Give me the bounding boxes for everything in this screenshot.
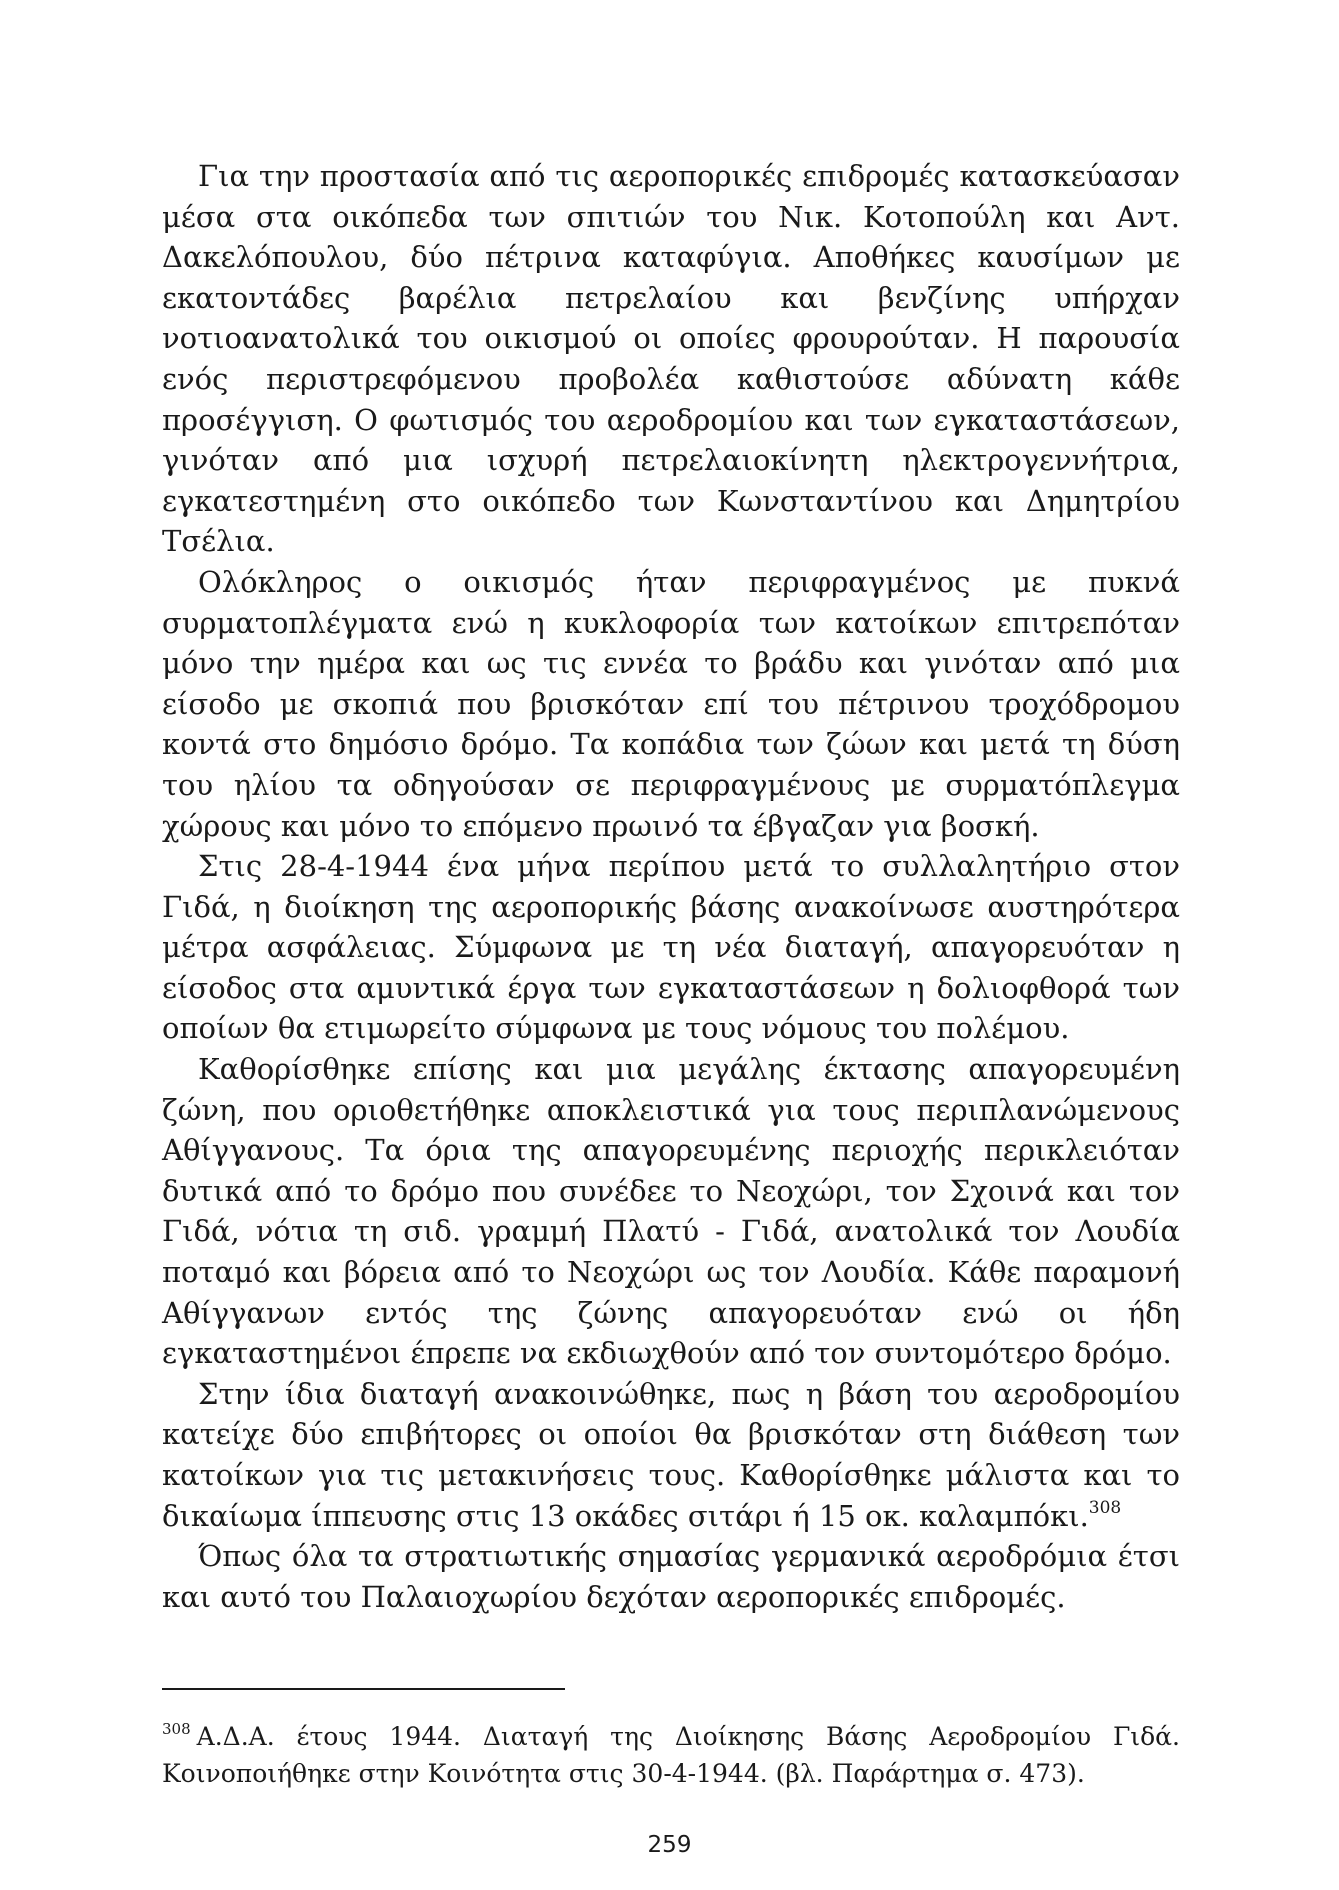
paragraph-4: Καθορίσθηκε επίσης και μια μεγάλης έκτασης απαγορευμένη ζώνη, που οριοθετήθηκε αποκλειστικά για τους περιπλανώμενους Αθίγγανους. Τα όρια της απαγορευμένης περιοχής περικλειόταν δυτικά από το δρόμο που συνέδεε το Νεοχώρι, τον Σχοινά και τον Γιδά, νότια τη σιδ. γραμμή Πλατύ - Γιδά, ανατολικά τον Λουδία ποταμό και βόρεια από το Νεοχώρι ως τον Λουδία. Κάθε παραμονή Αθίγγανων εντός της ζώνης απαγορευόταν ενώ οι ήδη εγκαταστημένοι έπρεπε να εκδιωχθούν από τον συντομότερο δρόμο. (162, 1052, 1180, 1371)
paragraph-1: Για την προστασία από τις αεροπορικές επιδρομές κατασκεύασαν μέσα στα οικόπεδα των σπιτιών του Νικ. Κοτοπούλη και Αντ. Δακελόπουλου, δύο πέτρινα καταφύγια. Αποθήκες καυσίμων με εκατοντάδες βαρέλια πετρελαίου και βενζίνης υπήρχαν νοτιοανατολικά του οικισμού οι οποίες φρουρούταν. Η παρουσία ενός περιστρεφόμενου προβολέα καθιστούσε αδύνατη κάθε προσέγγιση. Ο φωτισμός του αεροδρομίου και των εγκαταστάσεων, γινόταν από μια ισχυρή πετρελαιοκίνητη ηλεκτρογεννήτρια, εγκατεστημένη στο οικόπεδο των Κωνσταντίνου και Δημητρίου Τσέλια. (162, 159, 1180, 559)
footnote-number: 308 (162, 1720, 191, 1738)
paragraph-6: Όπως όλα τα στρατιωτικής σημασίας γερμανικά αεροδρόμια έτσι και αυτό του Παλαιοχωρίου δεχόταν αεροπορικές επιδρομές. (162, 1539, 1180, 1614)
page-number: 259 (647, 1832, 692, 1858)
body-text (162, 156, 1180, 1617)
footnote-divider (162, 1688, 565, 1690)
paragraph-5 (162, 1374, 1180, 1536)
footnote (162, 1718, 1180, 1792)
paragraph-3: Στις 28-4-1944 ένα μήνα περίπου μετά το συλλαλητήριο στον Γιδά, η διοίκηση της αεροπορικής βάσης ανακοίνωσε αυστηρότερα μέτρα ασφάλειας. Σύμφωνα με τη νέα διαταγή, απαγορευόταν η είσοδος στα αμυντικά έργα των εγκαταστάσεων η δολιοφθορά των οποίων θα ετιμωρείτο σύμφωνα με τους νόμους του πολέμου. (162, 849, 1180, 1046)
paragraph-5-text: Στην ίδια διαταγή ανακοινώθηκε, πως η βάση του αεροδρομίου κατείχε δύο επιβήτορες οι οποίοι θα βρισκόταν στη διάθεση των κατοίκων για τις μετακινήσεις τους. Καθορίσθηκε μάλιστα και το δικαίωμα ίππευσης στις 13 οκάδες σιτάρι ή 15 οκ. καλαμπόκι. (162, 1376, 1180, 1533)
footnote-text: Α.Δ.Α. έτους 1944. Διαταγή της Διοίκησης Βάσης Αεροδρομίου Γιδά. Κοινοποιήθηκε στην Κοινότητα στις 30-4-1944. (βλ. Παράρτημα σ. 473). (162, 1722, 1180, 1788)
footnote-reference[interactable]: 308 (1088, 1497, 1122, 1518)
paragraph-2: Ολόκληρος ο οικισμός ήταν περιφραγμένος με πυκνά συρματοπλέγματα ενώ η κυκλοφορία των κατοίκων επιτρεπόταν μόνο την ημέρα και ως τις εννέα το βράδυ και γινόταν από μια είσοδο με σκοπιά που βρισκόταν επί του πέτρινου τροχόδρομου κοντά στο δημόσιο δρόμο. Τα κοπάδια των ζώων και μετά τη δύση του ηλίου τα οδηγούσαν σε περιφραγμένους με συρματόπλεγμα χώρους και μόνο το επόμενο πρωινό τα έβγαζαν για βοσκή. (162, 564, 1180, 843)
